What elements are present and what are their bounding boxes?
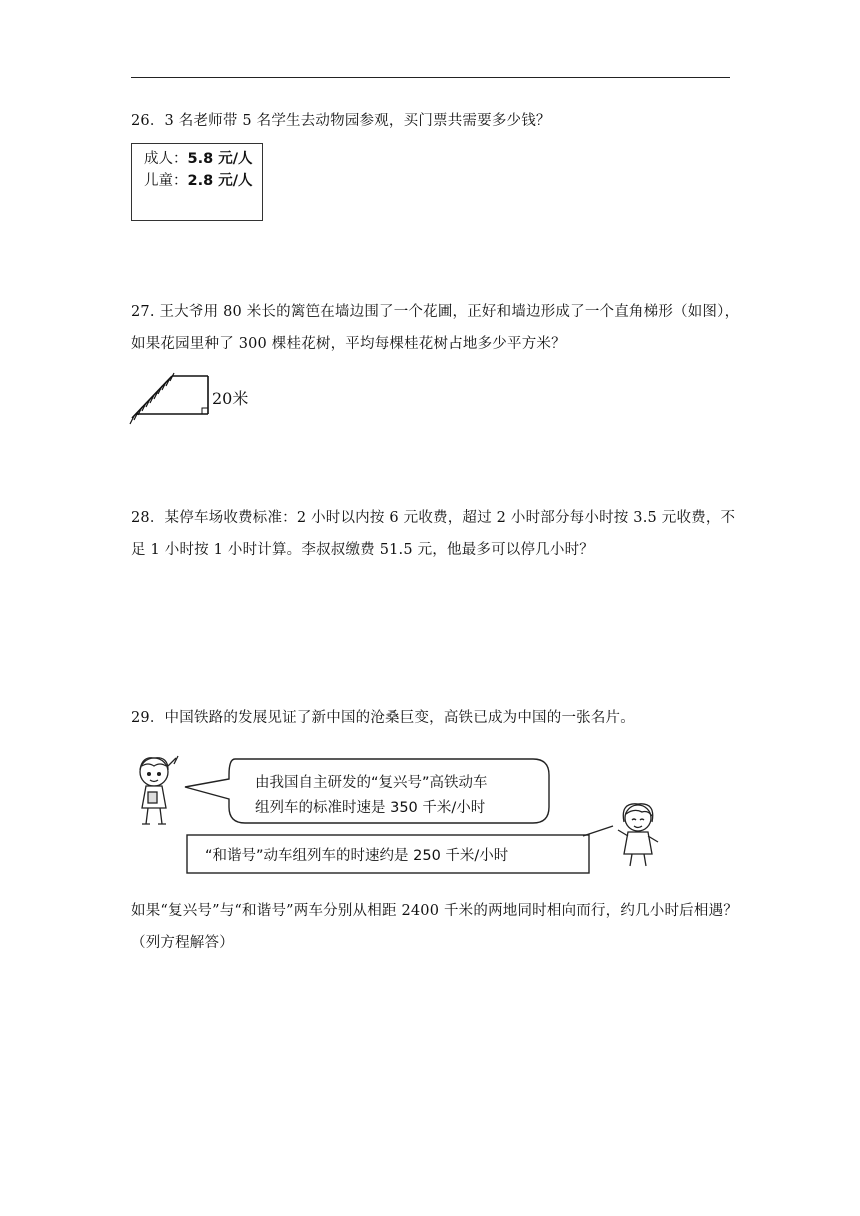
question-29-line1: 29．中国铁路的发展见证了新中国的沧桑巨变，高铁已成为中国的一张名片。 [131,710,635,726]
bubble1-line2: 组列车的标准时速是 350 千米/小时 [255,800,486,816]
height-label: 20米 [212,389,249,408]
adult-price: 5.8 元/人 [187,151,253,167]
speech-bubble-fuxing [183,755,553,827]
question-26-text: 26．3 名老师带 5 名学生去动物园参观，买门票共需要多少钱？ [131,113,551,129]
trapezoid-figure [128,362,258,428]
girl-left-illustration [128,752,188,832]
ticket-price-box [131,143,263,221]
child-price: 2.8 元/人 [187,173,253,189]
question-28-line2: 足 1 小时按 1 小时计算。李叔叔缴费 51.5 元，他最多可以停几小时？ [131,542,594,558]
bubble1-line1: 由我国自主研发的“复兴号”高铁动车 [255,775,488,791]
child-price-row [144,170,262,192]
adult-price-row [144,148,262,170]
question-29-main: 如果“复兴号”与“和谐号”两车分别从相距 2400 千米的两地同时相向而行，约几小时后相遇？ [131,903,738,919]
bubble2-text: “和谐号”动车组列车的时速约是 250 千米/小时 [205,848,509,864]
girl-right-illustration [612,800,668,870]
question-27-line1: 27. 王大爷用 80 米长的篱笆在墙边围了一个花圃，正好和墙边形成了一个直角梯形（如图）， [131,304,740,320]
question-29-instruction: （列方程解答） [131,935,234,951]
speech-bubble-hexie [183,822,623,878]
adult-label: 成人： [144,151,188,167]
child-label: 儿童： [144,173,188,189]
question-27-line2: 如果花园里种了 300 棵桂花树，平均每棵桂花树占地多少平方米？ [131,336,566,352]
header-rule [131,77,730,78]
question-28-line1: 28．某停车场收费标准：2 小时以内按 6 元收费，超过 2 小时部分每小时按 3.5 元收费，不 [131,510,736,526]
